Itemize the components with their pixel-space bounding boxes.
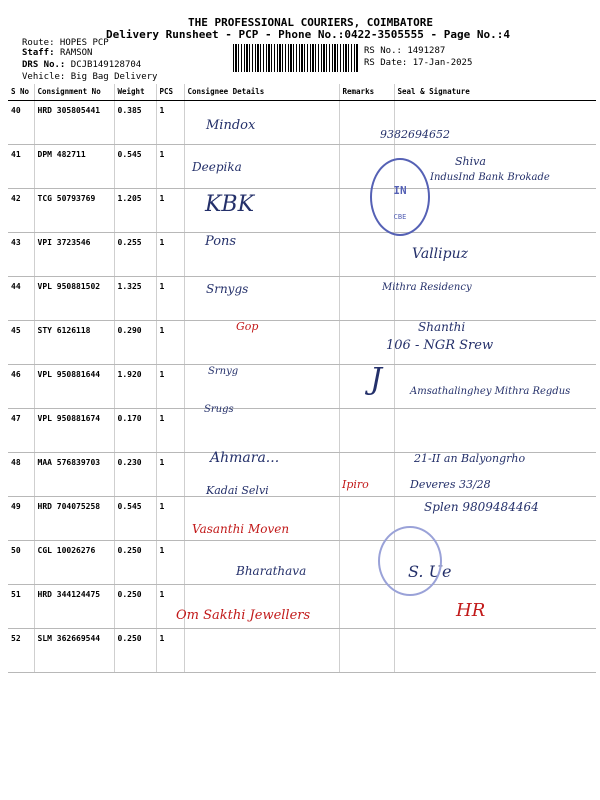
cell-weight: 0.255: [114, 233, 156, 277]
cell-pcs: 1: [156, 145, 184, 189]
drs: [22, 60, 141, 70]
cell-pcs: 1: [156, 585, 184, 629]
cell-sno: 47: [8, 409, 34, 453]
cell-remarks: [339, 497, 394, 541]
cell-sno: 48: [8, 453, 34, 497]
cell-consignee-details: [184, 629, 339, 673]
cell-consignee-details: [184, 321, 339, 365]
cell-remarks: [339, 409, 394, 453]
cell-consignment: VPL 950881674: [34, 409, 114, 453]
cell-consignment: VPI 3723546: [34, 233, 114, 277]
staff-value: RAMSON: [59, 48, 93, 58]
r51-consignee-hand: Bharathava: [236, 564, 307, 578]
cell-weight: 0.385: [114, 101, 156, 145]
drs-label: DRS No.:: [22, 60, 66, 70]
cell-consignee-details: [184, 409, 339, 453]
runsheet-subtitle: Delivery Runsheet - PCP - Phone No.:0422-3505555 - Page No.:4: [106, 28, 510, 41]
r48-signature-hand: 21-II an Balyongrho: [414, 452, 526, 465]
cell-consignment: CGL 10026276: [34, 541, 114, 585]
cell-remarks: [339, 629, 394, 673]
cell-consignment: VPL 950881644: [34, 365, 114, 409]
cell-pcs: 1: [156, 453, 184, 497]
col-signature: Seal & Signature: [394, 84, 596, 101]
r43-consignee-hand: Pons: [205, 234, 237, 249]
rs-date: RS Date: 17-Jan-2025: [364, 58, 473, 68]
company-name: THE PROFESSIONAL COURIERS, COIMBATORE: [188, 16, 434, 29]
cell-sno: 43: [8, 233, 34, 277]
col-consignee: Consignee Details: [184, 84, 339, 101]
cell-consignment: STY 6126118: [34, 321, 114, 365]
cell-weight: 0.545: [114, 497, 156, 541]
r44-consignee-hand: Srnygs: [206, 282, 249, 296]
col-weight: Weight: [114, 84, 156, 101]
cell-remarks: [339, 585, 394, 629]
r45-signature-hand-2: 106 - NGR Srew: [386, 338, 494, 353]
stamp-text: IN: [393, 184, 407, 197]
table-row: [8, 629, 596, 673]
r50-consignee-hand: Vasanthi Moven: [192, 522, 290, 536]
table-row: [8, 321, 596, 365]
cell-weight: 0.290: [114, 321, 156, 365]
company-seal-stamp: [370, 158, 430, 236]
table-header: [8, 84, 596, 101]
table-row: [8, 277, 596, 321]
staff: [22, 48, 92, 58]
cell-seal-signature: [394, 409, 596, 453]
cell-pcs: 1: [156, 629, 184, 673]
r45-signature-hand-1: Shanthi: [418, 320, 466, 334]
cell-remarks: [339, 233, 394, 277]
r40-consignee-hand: Mindox: [206, 118, 256, 133]
r52-signature-hand: HR: [456, 600, 486, 621]
r46-consignee-hand: Srnyg: [208, 366, 239, 377]
cell-consignment: MAA 576839703: [34, 453, 114, 497]
r48-consignee-hand: Ahmara...: [210, 450, 280, 466]
cell-pcs: 1: [156, 365, 184, 409]
col-remarks: Remarks: [339, 84, 394, 101]
route: Route: HOPES PCP: [22, 38, 109, 48]
r49-remark-hand: Ipiro: [342, 478, 369, 491]
cell-sno: 51: [8, 585, 34, 629]
rs-number: RS No.: 1491287: [364, 46, 446, 56]
r49-signature-hand: Deveres 33/28: [410, 478, 491, 491]
r41-consignee-hand: Deepika: [192, 160, 242, 174]
cell-consignment: DPM 482711: [34, 145, 114, 189]
r49-consignee-hand: Kadai Selvi: [206, 484, 269, 497]
r52-consignee-hand: Om Sakthi Jewellers: [176, 608, 311, 623]
cell-seal-signature: [394, 629, 596, 673]
cell-weight: 1.205: [114, 189, 156, 233]
vehicle: Vehicle: Big Bag Delivery: [22, 72, 158, 82]
cell-sno: 49: [8, 497, 34, 541]
col-pcs: PCS: [156, 84, 184, 101]
cell-weight: 0.250: [114, 541, 156, 585]
cell-consignment: HRD 704075258: [34, 497, 114, 541]
cell-weight: 1.920: [114, 365, 156, 409]
r47-consignee-hand: Srugs: [204, 404, 234, 415]
r41-signature-hand-1: Shiva: [455, 155, 486, 168]
cell-sno: 41: [8, 145, 34, 189]
cell-sno: 46: [8, 365, 34, 409]
cell-pcs: 1: [156, 321, 184, 365]
cell-pcs: 1: [156, 541, 184, 585]
table-row: [8, 233, 596, 277]
faint-seal-stamp: [378, 526, 442, 596]
r45-consignee-hand: Gop: [236, 320, 259, 333]
cell-remarks: [339, 365, 394, 409]
r40-signature-hand: 9382694652: [380, 128, 450, 141]
r41-signature-hand-2: IndusInd Bank Brokade: [430, 172, 550, 183]
r47-signature-hand: Amsathalinghey Mithra Regdus: [410, 386, 571, 397]
col-consignment: Consignment No: [34, 84, 114, 101]
cell-pcs: 1: [156, 233, 184, 277]
r44-signature-hand: Mithra Residency: [382, 282, 472, 293]
r42-consignee-hand: KBK: [205, 192, 255, 217]
cell-weight: 0.230: [114, 453, 156, 497]
table-row: [8, 101, 596, 145]
cell-pcs: 1: [156, 277, 184, 321]
stamp-subtext: CBE: [393, 213, 407, 221]
r43-signature-hand: Vallipuz: [412, 246, 468, 262]
staff-label: Staff:: [22, 48, 55, 58]
cell-weight: 0.250: [114, 585, 156, 629]
cell-weight: 1.325: [114, 277, 156, 321]
cell-consignment: TCG 50793769: [34, 189, 114, 233]
table-row: [8, 189, 596, 233]
cell-weight: 0.545: [114, 145, 156, 189]
cell-sno: 42: [8, 189, 34, 233]
cell-pcs: 1: [156, 189, 184, 233]
r50-signature-hand: Splen 9809484464: [424, 500, 539, 514]
cell-pcs: 1: [156, 101, 184, 145]
cell-consignment: VPL 950881502: [34, 277, 114, 321]
barcode: [233, 44, 359, 72]
drs-value: DCJB149128704: [70, 60, 142, 70]
cell-sno: 50: [8, 541, 34, 585]
table-row: [8, 409, 596, 453]
cell-consignment: SLM 362669544: [34, 629, 114, 673]
cell-sno: 45: [8, 321, 34, 365]
cell-sno: 40: [8, 101, 34, 145]
cell-sno: 44: [8, 277, 34, 321]
cell-consignment: HRD 305805441: [34, 101, 114, 145]
cell-weight: 0.250: [114, 629, 156, 673]
cell-weight: 0.170: [114, 409, 156, 453]
col-sno: S No: [8, 84, 34, 101]
cell-consignment: HRD 344124475: [34, 585, 114, 629]
r51-signature-hand: S. Ue: [408, 562, 452, 581]
r46-signature-mark: J: [370, 362, 383, 397]
cell-pcs: 1: [156, 409, 184, 453]
cell-pcs: 1: [156, 497, 184, 541]
cell-sno: 52: [8, 629, 34, 673]
